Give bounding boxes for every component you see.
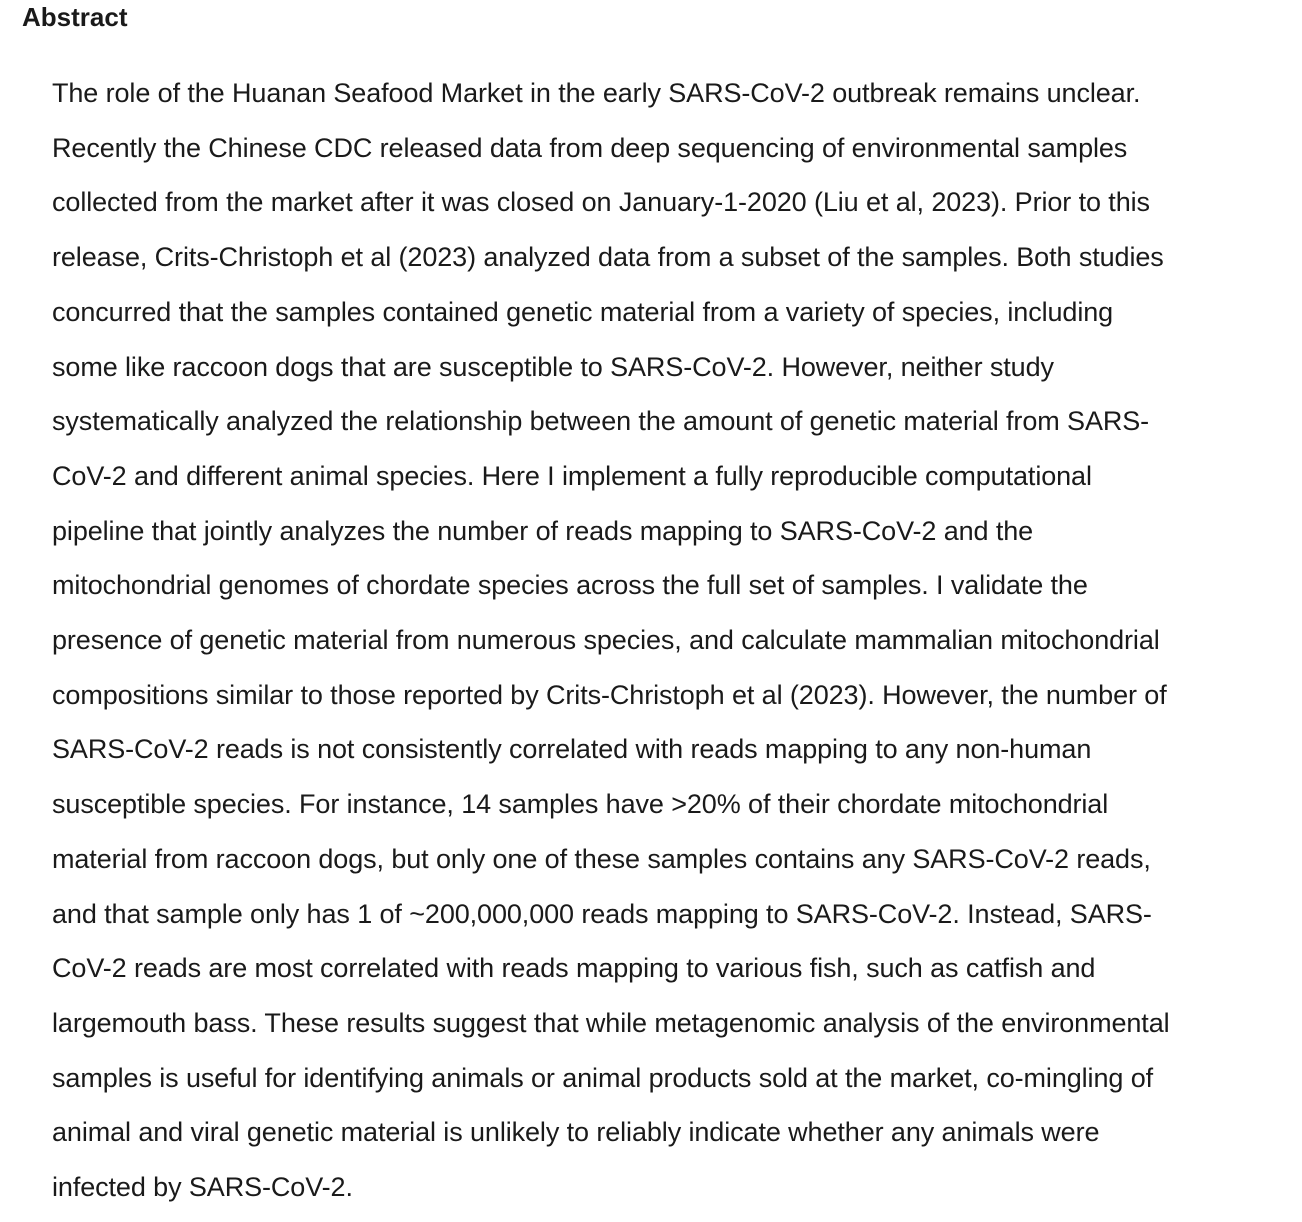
- abstract-line: compositions similar to those reported by Crits-Christoph et al (2023). However, the number of: [52, 679, 1167, 710]
- abstract-line: CoV-2 and different animal species. Here I implement a fully reproducible computational: [52, 460, 1092, 491]
- abstract-line: collected from the market after it was closed on January-1-2020 (Liu et al, 2023). Prior to this: [52, 187, 1150, 218]
- abstract-line: material from raccoon dogs, but only one of these samples contains any SARS-CoV-2 reads,: [52, 843, 1151, 874]
- abstract-line: concurred that the samples contained genetic material from a variety of species, including: [52, 296, 1114, 327]
- abstract-line: infected by SARS-CoV-2.: [52, 1172, 353, 1203]
- abstract-line: animal and viral genetic material is unlikely to reliably indicate whether any animals were: [52, 1117, 1100, 1148]
- abstract-line: largemouth bass. These results suggest that while metagenomic analysis of the environmental: [52, 1007, 1170, 1038]
- abstract-line: mitochondrial genomes of chordate species across the full set of samples. I validate the: [52, 570, 1088, 601]
- abstract-line: release, Crits-Christoph et al (2023) analyzed data from a subset of the samples. Both studies: [52, 242, 1164, 273]
- abstract-line: some like raccoon dogs that are susceptible to SARS-CoV-2. However, neither study: [52, 351, 1054, 382]
- abstract-line: samples is useful for identifying animals or animal products sold at the market, co-mingling of: [52, 1062, 1154, 1093]
- abstract-line: susceptible species. For instance, 14 samples have >20% of their chordate mitochondrial: [52, 789, 1109, 820]
- abstract-line: The role of the Huanan Seafood Market in the early SARS-CoV-2 outbreak remains unclear.: [52, 78, 1141, 108]
- section-heading: Abstract: [22, 2, 128, 32]
- abstract-line: and that sample only has 1 of ~200,000,000 reads mapping to SARS-CoV-2. Instead, SARS-: [52, 898, 1152, 929]
- abstract-line: presence of genetic material from numerous species, and calculate mammalian mitochondrial: [52, 625, 1160, 656]
- abstract-paragraph: [52, 66, 1292, 1215]
- abstract-line: CoV-2 reads are most correlated with reads mapping to various fish, such as catfish and: [52, 953, 1096, 984]
- abstract-line: systematically analyzed the relationship between the amount of genetic material from SARS-: [52, 406, 1150, 437]
- abstract-line: SARS-CoV-2 reads is not consistently correlated with reads mapping to any non-human: [52, 734, 1092, 765]
- abstract-line: Recently the Chinese CDC released data from deep sequencing of environmental samples: [52, 132, 1128, 163]
- abstract-line: pipeline that jointly analyzes the number of reads mapping to SARS-CoV-2 and the: [52, 515, 1034, 546]
